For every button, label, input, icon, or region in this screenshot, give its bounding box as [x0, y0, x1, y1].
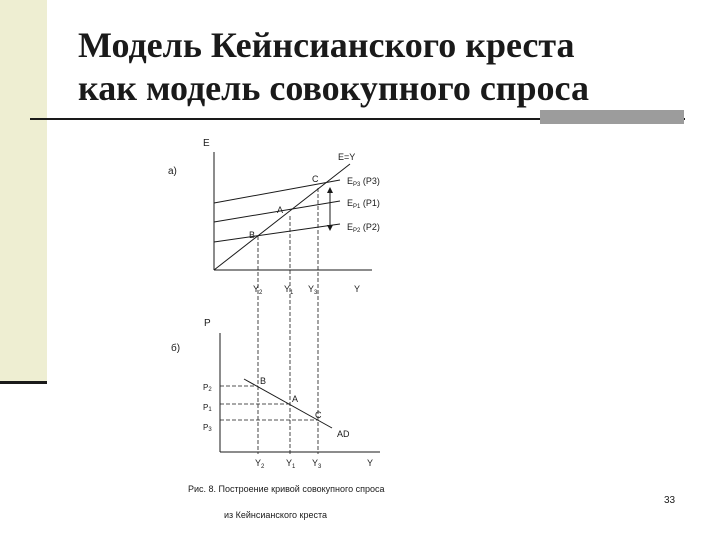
panel-a-45-degree-label: E=Y: [338, 152, 356, 162]
panel-b-x-axis-label: Y: [367, 458, 374, 468]
projection-lines: [258, 188, 318, 454]
figure-caption-line-2: из Кейнсианского креста: [224, 510, 328, 520]
panel-b-y-tick-p1: P1: [203, 403, 212, 413]
slide-title-line-2: как модель совокупного спроса: [78, 68, 589, 108]
panel-b-label: б): [171, 343, 181, 354]
panel-b-y-tick-p2: P2: [203, 383, 212, 393]
panel-a-x-tick-y2: $Y_2$: [253, 284, 263, 296]
panel-a-y-axis-label-box: [198, 134, 222, 151]
panel-b-point-a: A: [292, 394, 299, 404]
panel-a-x-tick-y3: $Y_3$: [308, 284, 318, 296]
panel-b-y-axis-label: P: [204, 318, 211, 329]
panel-a: [168, 134, 380, 296]
panel-b-x-tick-y2: $Y_2$: [255, 458, 265, 470]
panel-b-x-tick-y3: $Y_3$: [312, 458, 322, 470]
panel-a-expenditure-p2: [214, 224, 340, 242]
panel-a-expenditure-p3: [214, 180, 340, 203]
panel-b: [171, 314, 380, 470]
panel-a-curve-label-p1: $E_{P1}$ (P1): [347, 198, 380, 210]
panel-a-curve-label-p2: $E_{P2}$ (P2): [347, 222, 380, 234]
panel-b-point-c: C: [315, 410, 322, 420]
panel-a-label: а): [168, 166, 177, 177]
page-number: 33: [664, 495, 676, 506]
panel-b-x-tick-y1: $Y_1$: [286, 458, 296, 470]
panel-a-curve-label-p3: $E_{P3}$ (P3): [347, 176, 380, 188]
panel-a-point-c: C: [312, 174, 319, 184]
panel-b-y-tick-p3: P3: [203, 423, 212, 433]
panel-a-point-a: A: [277, 205, 284, 215]
panel-a-point-b: B: [249, 230, 256, 240]
panel-a-y-axis-label: E: [203, 138, 210, 149]
panel-b-point-b: B: [260, 376, 267, 386]
panel-b-ad-label: AD: [337, 429, 350, 439]
panel-a-x-tick-y1: $Y_1$: [284, 284, 294, 296]
slide-title-line-1: Модель Кейнсианского креста: [78, 25, 575, 65]
figure-caption-line-1: Рис. 8. Построение кривой совокупного спроса: [188, 484, 385, 494]
panel-a-x-axis-label: Y: [354, 284, 361, 294]
